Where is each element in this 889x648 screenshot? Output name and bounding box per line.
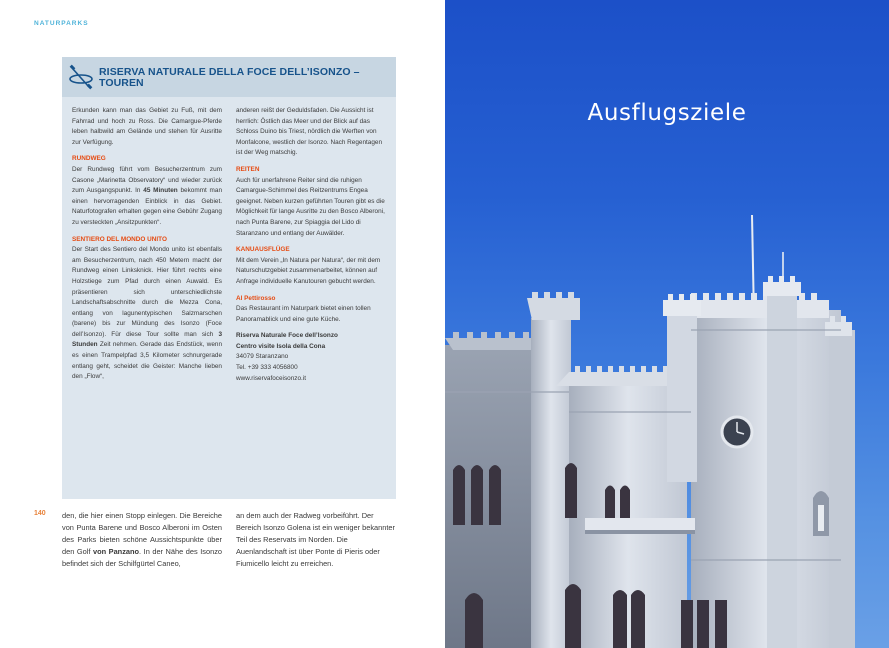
heading-rundweg: RUNDWEG	[72, 155, 106, 163]
heading-sentiero: SENTIERO DEL MONDO UNITO	[72, 235, 167, 243]
address-website[interactable]: www.riservafoceisonzo.it	[236, 374, 306, 382]
info-box-title	[99, 67, 389, 89]
info-box-title-line1: RISERVA NATURALE DELLA FOCE DELL’ISONZO –	[99, 66, 360, 78]
paragraph-rundweg: Der Rundweg führt vom Besucherzentrum zum Casone „Marinetta Observatory“ und wieder zurück zum Ausgangspunkt. In 45 Minuten bekommt man einen hervorragenden Einblick in das Gebiet. Naturfotografen erhalten gegen eine Gebühr Zugang zu versteckten „Ansitzpunkten“.	[72, 165, 222, 226]
castle-photo	[445, 0, 889, 648]
paragraph-aussicht: anderen reißt der Geduldsfaden. Die Aussicht ist herrlich: Östlich das Meer und der Blick auf das Schloss Duino bis Triest, nördlich die Werften von Monfalcone, westlich der Isonzo. Nach Regentagen ist der Weg matschig.	[236, 107, 383, 157]
address-center: Centro visite Isola della Cona	[236, 342, 326, 350]
info-box	[62, 57, 396, 499]
paragraph-reiten: Auch für unerfahrene Reiter sind die ruhigen Camargue-Schimmel des Reitzentrums Engea geeignet. Neben kurzen geführten Touren gibt es die Möglichkeit für lange Ausritte zu den Bosco Alberoni, nach Punta Barene, zur Spiaggia del Lido di Staranzano und entlang der Auwälder.	[236, 176, 385, 237]
heading-pettirosso: Al Pettirosso	[236, 294, 276, 302]
heading-reiten: REITEN	[236, 165, 260, 173]
body-column-2: an dem auch der Radweg vorbeiführt. Der Bereich Isonzo Golena ist ein weniger bekannter Teil des Reservats im Norden. Die Auenlandschaft ist über Ponte di Pieris oder Fiumicello leicht zu erreichen.	[236, 511, 395, 568]
info-box-title-line2: TOUREN	[99, 77, 144, 89]
section-tag: NATURPARKS	[34, 20, 89, 27]
intro-paragraph: Erkunden kann man das Gebiet zu Fuß, mit dem Fahrrad und hoch zu Ross. Die Camargue-Pferde leben halbwild am Gelände und stehen für Ausritte zur Verfügung.	[72, 107, 222, 146]
paragraph-pettirosso: Das Restaurant im Naturpark bietet einen tollen Panoramablick und eine gute Küche.	[236, 305, 371, 323]
info-box-header	[62, 57, 396, 97]
body-column-1: den, die hier einen Stopp einlegen. Die Bereiche von Punta Barene und Bosco Alberoni im Osten des Parks bieten schöne Aussichtspunkte über den Golf von Panzano. In der Nähe des Isonzo befindet sich der Schilfgürtel Caneo,	[62, 511, 222, 568]
address-phone: Tel. +39 333 4056800	[236, 364, 298, 372]
paragraph-sentiero: Der Start des Sentiero del Mondo unito ist ebenfalls am Besucherzentrum, nach 450 Metern macht der Rundweg einen Linksknick. Hier führt rechts eine Holzstiege zum Pfad durch einen Auwald. Es präsentieren sich unterschiedlichste Landschaftsabschnitte durch die Mezza Cona, entlang von lagunentypischen Salzmarschen (barene) bis zur Mündung des Isonzo (Foce dell’Isonzo). Für diese Tour sollte man sich 3 Stunden Zeit nehmen. Gerade das Endstück, wenn es einen Trampelpfad 3,5 Kilometer schnurgerade entlang geht, scheidet die Geister: Manche lieben den „Flow“,	[72, 246, 222, 381]
address-name: Riserva Naturale Foce dell’Isonzo	[236, 332, 338, 340]
address-city: 34079 Staranzano	[236, 353, 289, 361]
address-block	[236, 331, 389, 384]
paragraph-kanu: Mit dem Verein „In Natura per Natura“, der mit dem Naturschutzgebiet zusammenarbeitet, können auf Anfrage individuelle Kanutouren gebucht werden.	[236, 256, 381, 285]
kayak-paddle-icon	[68, 64, 94, 90]
heading-kanu: KANUAUSFLÜGE	[236, 246, 290, 254]
info-column-2	[236, 106, 389, 390]
info-column-1	[72, 106, 222, 389]
page-number: 140	[34, 510, 46, 517]
right-page	[445, 0, 889, 648]
chapter-title: Ausflugsziele	[587, 100, 747, 126]
